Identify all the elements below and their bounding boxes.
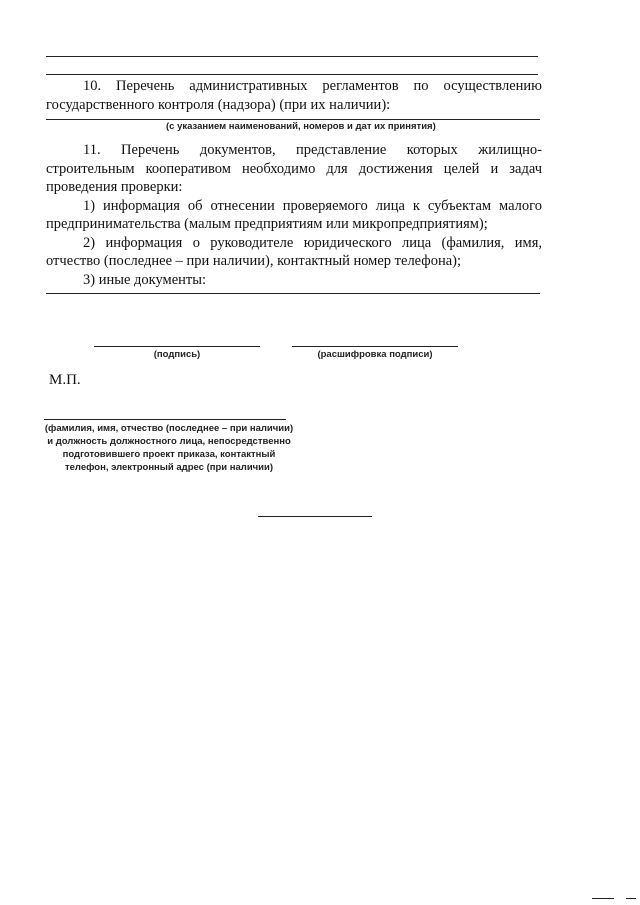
top-rule-1 (46, 56, 538, 57)
section-10-fill-line (46, 119, 540, 120)
responsible-caption-line-2: и должность должностного лица, непосредственно (47, 436, 291, 447)
section-11-item-3: 3) иные документы: (83, 271, 207, 288)
responsible-caption-line-1: (фамилия, имя, отчество (последнее – при наличии) (44, 423, 294, 434)
corner-mark-2 (626, 898, 636, 899)
section-10-caption: (с указанием наименований, номеров и дат их принятия) (166, 121, 436, 132)
section-11-item-2: 2) информация о руководителе юридического лица (фамилия, имя, отчество (последнее – при наличии), контактный номер телефона); (46, 234, 542, 269)
other-documents-fill-line (46, 293, 540, 294)
section-10-text: 10. Перечень административных регламентов по осуществлению государственного контроля (надзора) (при их наличии): (46, 78, 542, 113)
signature-caption: (подпись) (153, 349, 201, 360)
responsible-person-caption (44, 422, 294, 474)
corner-mark-1 (592, 898, 614, 899)
top-rule-2 (46, 74, 538, 75)
section-11-paragraph (46, 141, 542, 289)
responsible-caption-line-3: подготовившего проект приказа, контактный (62, 449, 276, 460)
signature-decoding-caption: (расшифровка подписи) (317, 349, 433, 360)
responsible-caption-line-4: телефон, электронный адрес (при наличии) (64, 462, 274, 473)
section-10-paragraph (46, 77, 542, 114)
signature-line (94, 346, 260, 347)
section-11-item-1: 1) информация об отнесении проверяемого лица к субъектам малого предпринимательства (малым предприятиям или микропредприятиям); (46, 197, 542, 232)
signature-decoding-line (292, 346, 458, 347)
stamp-place-label: М.П. (49, 372, 81, 388)
responsible-person-line (44, 419, 286, 420)
closing-rule (258, 516, 372, 517)
section-11-intro: 11. Перечень документов, представление которых жилищно-строительным кооперативом необходимо для достижения целей и задач проведения проверки: (46, 142, 542, 195)
